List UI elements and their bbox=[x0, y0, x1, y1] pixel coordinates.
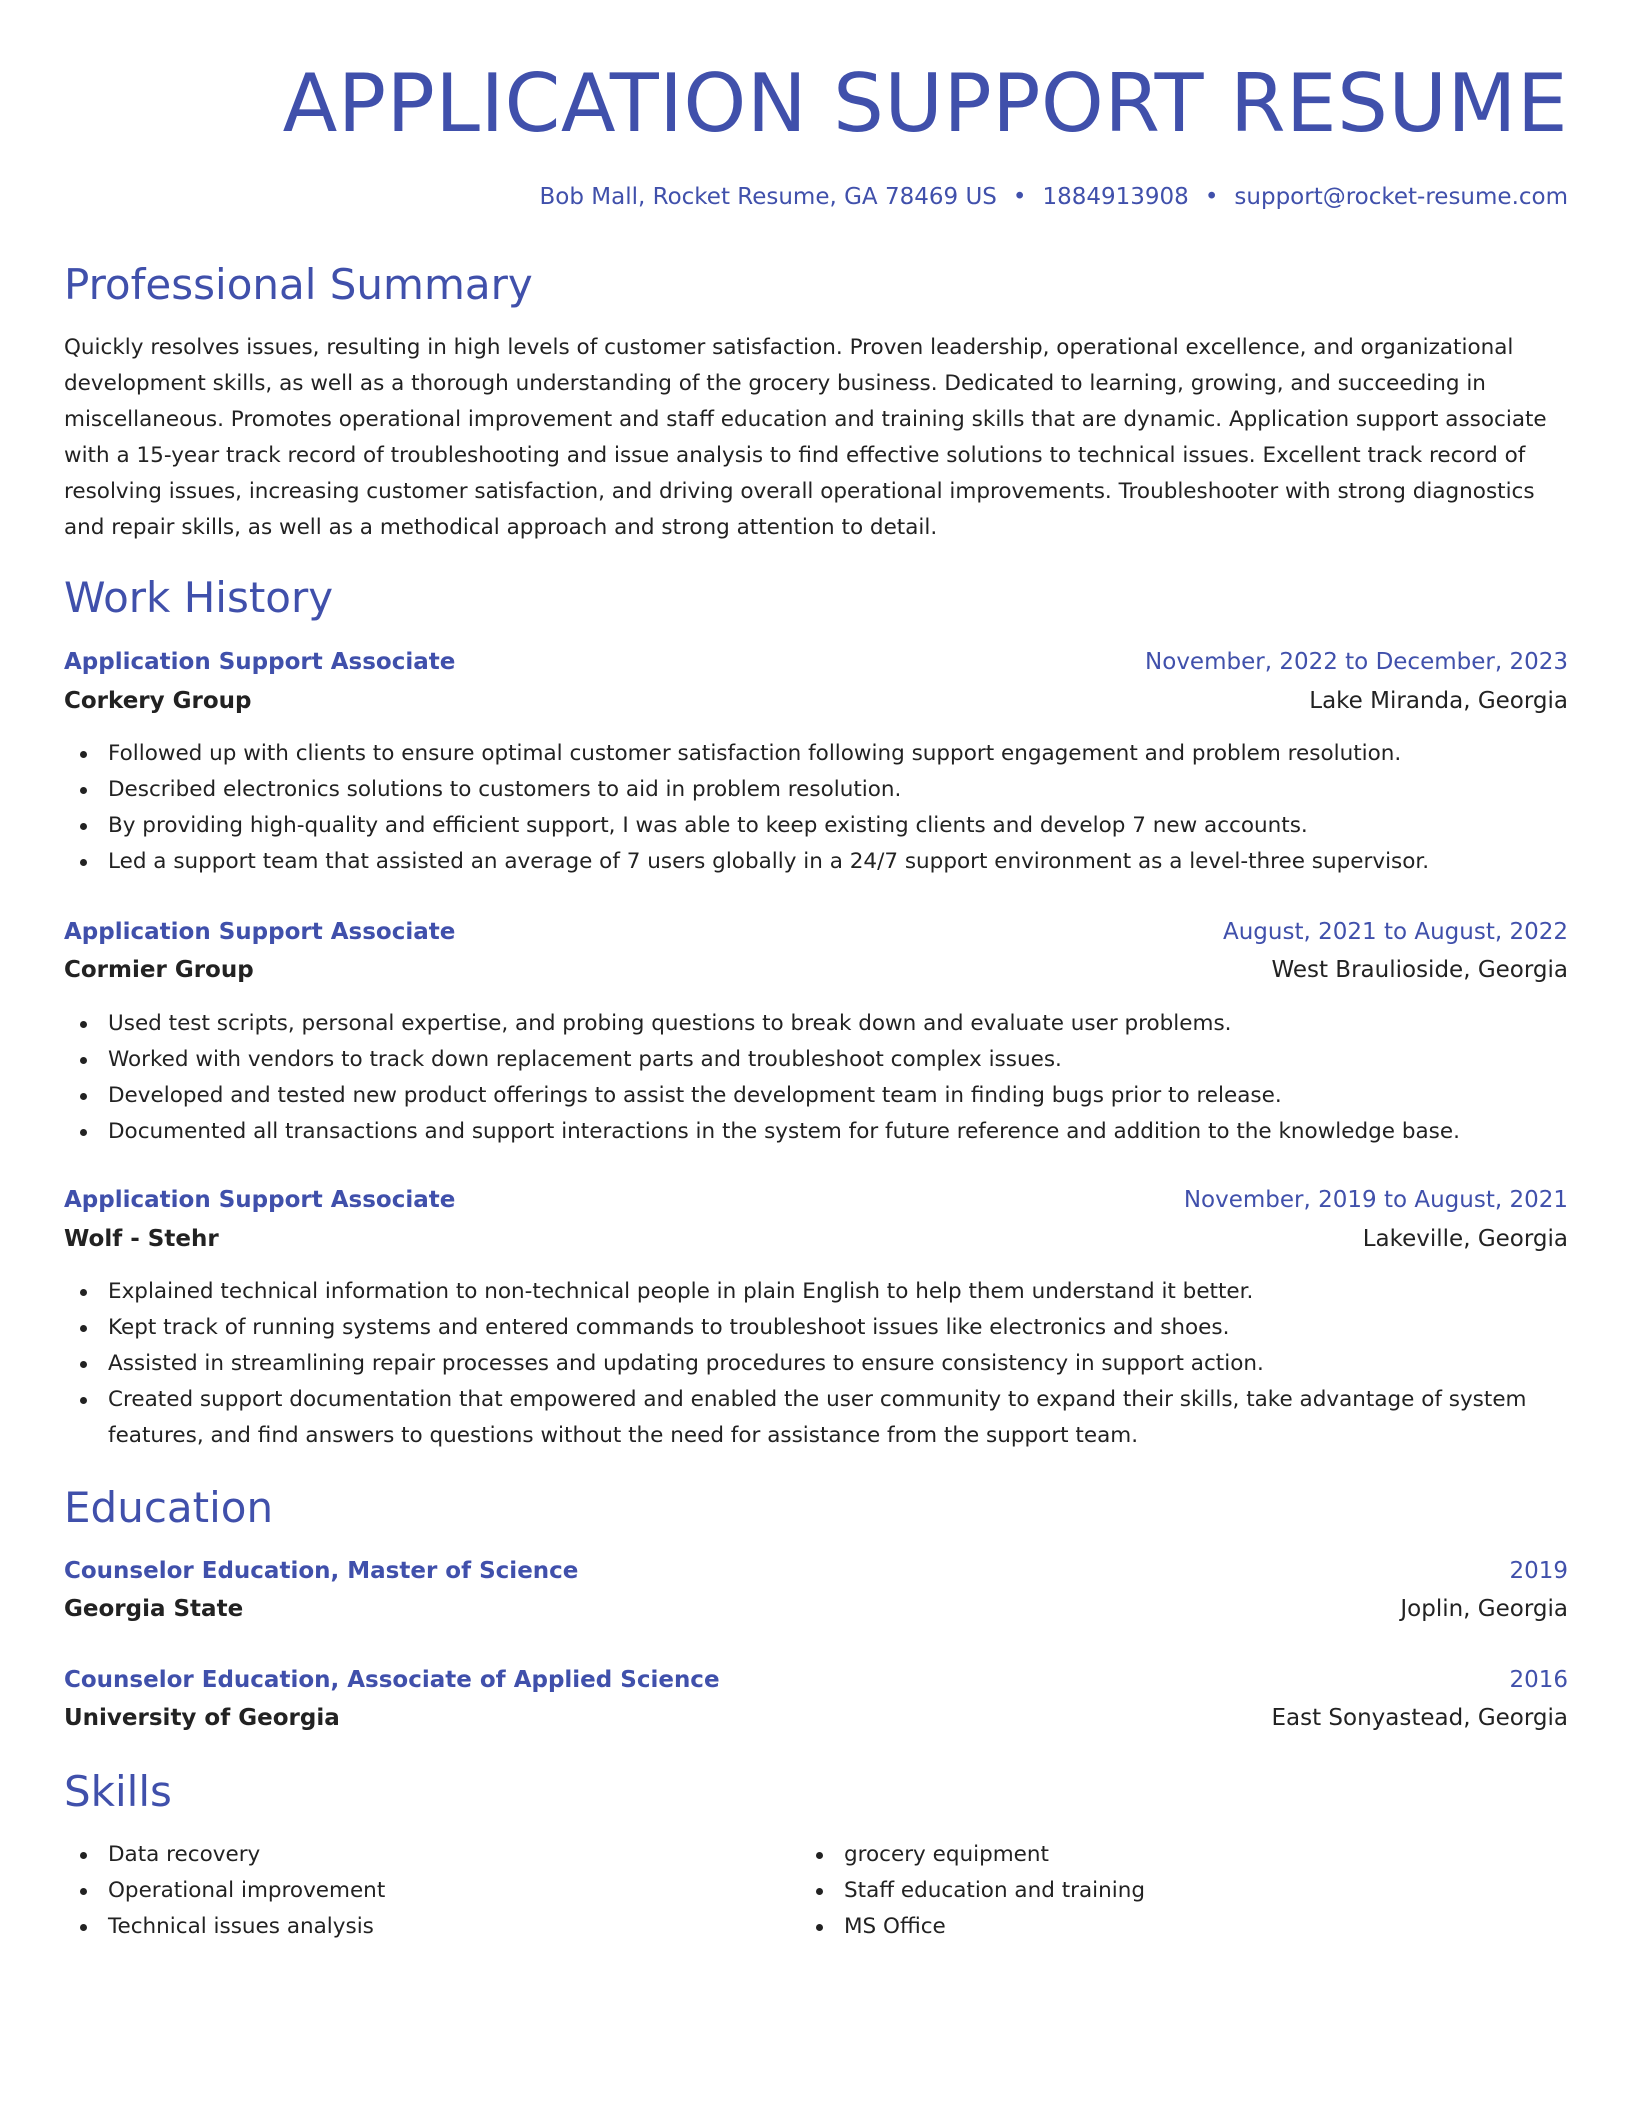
education-header-row bbox=[64, 1662, 1568, 1698]
job-bullet: Assisted in streamlining repair processes and updating procedures to ensure consistency in support action. bbox=[64, 1346, 1568, 1382]
skill-item: Data recovery bbox=[64, 1837, 1568, 1873]
summary-text: Quickly resolves issues, resulting in high levels of customer satisfaction. Proven leadership, operational excellence, and organizational development skills, as well as a thorough understanding of the grocery business. Dedicated to learning, growing, and succeeding in miscellaneous. Promotes operational improvement and staff education and training skills that are dynamic. Application support associate with a 15-year track record of troubleshooting and issue analysis to find effective solutions to technical issues. Excellent track record of resolving issues, increasing customer satisfaction, and driving overall operational improvements. Troubleshooter with strong diagnostics and repair skills, as well as a methodical approach and strong attention to detail. bbox=[64, 335, 1547, 540]
contact-separator: • bbox=[1012, 184, 1027, 210]
education-header-row bbox=[64, 1553, 1568, 1589]
education-year: 2016 bbox=[1509, 1667, 1568, 1693]
skills-list-right bbox=[800, 1837, 1632, 1945]
education-school: University of Georgia bbox=[64, 1705, 340, 1731]
job-title: Application Support Associate bbox=[64, 919, 456, 945]
job-company: Cormier Group bbox=[64, 957, 254, 983]
education-school: Georgia State bbox=[64, 1596, 244, 1622]
contact-address: Bob Mall, Rocket Resume, GA 78469 US bbox=[539, 184, 997, 210]
resume-title: APPLICATION SUPPORT RESUME bbox=[282, 57, 1568, 150]
job-location: Lakeville, Georgia bbox=[1362, 1226, 1568, 1252]
skills-heading: Skills bbox=[64, 1767, 172, 1816]
job-title: Application Support Associate bbox=[64, 649, 456, 675]
skill-item: Operational improvement bbox=[64, 1873, 1568, 1909]
job-company: Corkery Group bbox=[64, 688, 252, 714]
job-bullet: Kept track of running systems and entered commands to troubleshoot issues like electronics and shoes. bbox=[64, 1310, 1568, 1346]
job-header-row bbox=[64, 914, 1568, 950]
job-location: West Braulioside, Georgia bbox=[1271, 957, 1568, 983]
job-dates: November, 2022 to December, 2023 bbox=[1145, 649, 1568, 675]
education-school-row bbox=[64, 1700, 1568, 1736]
job-bullet: Followed up with clients to ensure optimal customer satisfaction following support engagement and problem resolution. bbox=[64, 736, 1568, 772]
job-company-row bbox=[64, 683, 1568, 719]
contact-separator: • bbox=[1204, 184, 1219, 210]
job-bullet: Described electronics solutions to customers to aid in problem resolution. bbox=[64, 772, 1568, 808]
job-bullet: Developed and tested new product offerings to assist the development team in finding bugs prior to release. bbox=[64, 1078, 1568, 1114]
resume-page bbox=[64, 0, 1568, 2112]
job-bullet: By providing high-quality and efficient support, I was able to keep existing clients and develop 7 new accounts. bbox=[64, 808, 1568, 844]
job-location: Lake Miranda, Georgia bbox=[1309, 688, 1568, 714]
job-bullet: Used test scripts, personal expertise, and probing questions to break down and evaluate user problems. bbox=[64, 1006, 1568, 1042]
job-bullet: Led a support team that assisted an average of 7 users globally in a 24/7 support environment as a level-three supervisor. bbox=[64, 844, 1568, 880]
contact-line bbox=[540, 180, 1568, 214]
job-bullet: Documented all transactions and support interactions in the system for future reference and addition to the knowledge base. bbox=[64, 1114, 1568, 1150]
job-dates: August, 2021 to August, 2022 bbox=[1223, 919, 1568, 945]
skill-item: Staff education and training bbox=[800, 1873, 1632, 1909]
job-title: Application Support Associate bbox=[64, 1187, 456, 1213]
education-heading: Education bbox=[64, 1483, 274, 1532]
job-bullet-list bbox=[64, 1274, 1568, 1454]
job-company-row bbox=[64, 952, 1568, 988]
education-location: East Sonyastead, Georgia bbox=[1271, 1705, 1568, 1731]
job-company: Wolf - Stehr bbox=[64, 1226, 219, 1252]
education-degree: Counselor Education, Associate of Applied Science bbox=[64, 1667, 720, 1693]
job-bullet: Created support documentation that empowered and enabled the user community to expand their skills, take advantage of system features, and find answers to questions without the need for assistance from the support team. bbox=[64, 1382, 1568, 1454]
education-location: Joplin, Georgia bbox=[1400, 1596, 1568, 1622]
job-bullet: Worked with vendors to track down replacement parts and troubleshoot complex issues. bbox=[64, 1042, 1568, 1078]
job-bullet-list bbox=[64, 736, 1568, 880]
work-history-heading: Work History bbox=[64, 573, 334, 622]
job-company-row bbox=[64, 1221, 1568, 1257]
education-degree: Counselor Education, Master of Science bbox=[64, 1558, 579, 1584]
job-header-row bbox=[64, 644, 1568, 680]
job-bullet: Explained technical information to non-technical people in plain English to help them understand it better. bbox=[64, 1274, 1568, 1310]
education-year: 2019 bbox=[1509, 1558, 1568, 1584]
contact-phone: 1884913908 bbox=[1042, 184, 1189, 210]
summary-heading: Professional Summary bbox=[64, 260, 533, 309]
job-bullet-list bbox=[64, 1006, 1568, 1150]
skill-item: MS Office bbox=[800, 1909, 1632, 1945]
skill-item: Technical issues analysis bbox=[64, 1909, 1568, 1945]
education-school-row bbox=[64, 1591, 1568, 1627]
skill-item: grocery equipment bbox=[800, 1837, 1632, 1873]
job-dates: November, 2019 to August, 2021 bbox=[1183, 1187, 1568, 1213]
job-header-row bbox=[64, 1182, 1568, 1218]
contact-email[interactable]: support@rocket-resume.com bbox=[1234, 184, 1568, 210]
